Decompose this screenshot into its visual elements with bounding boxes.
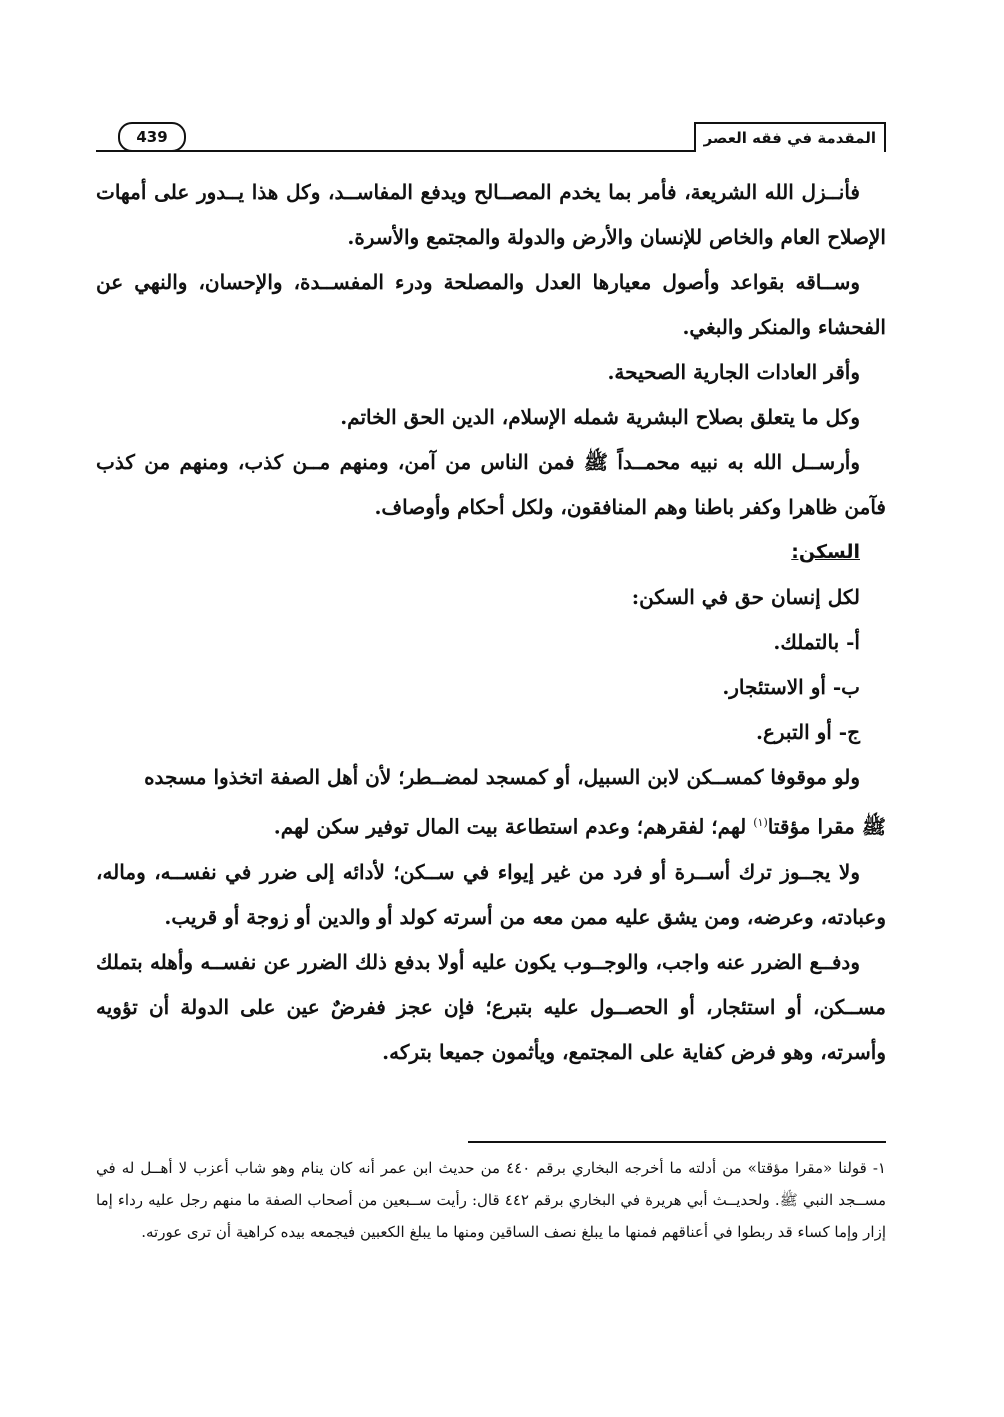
paragraph-line: لهم؛ لفقرهم؛ وعدم استطاعة بيت المال توفير سكن لهم. bbox=[273, 814, 754, 839]
list-item: ج- أو التبرع. bbox=[755, 720, 860, 744]
paragraph: وأقر العادات الجارية الصحيحة. bbox=[607, 360, 860, 384]
section-heading: السكن: bbox=[791, 541, 860, 563]
paragraph-line: ﷺ مقرا مؤقتا bbox=[767, 814, 886, 839]
paragraph: ودفــع الضرر عنه واجب، والوجــوب يكون عليه أولا بدفع ذلك الضرر عن نفســه وأهله بتملك مســكن، أو استئجار، أو الحصــول عليه بتبرع؛ فإن عجز ففرضٌ عين على الدولة أن تؤويه وأسرته، وهو فرض كفاية على المجتمع، ويأثمون جميعا بتركه. bbox=[96, 949, 886, 1064]
paragraph: ولا يجــوز ترك أســرة أو فرد من غير إيواء في ســكن؛ لأدائه إلى ضرر في نفســه، وماله، وعبادته، وعرضه، ومن يشق عليه ممن معه من أسرته كولد أو والدين أو زوجة أو قريب. bbox=[96, 859, 886, 929]
book-title: المقدمة في فقه العصر bbox=[694, 122, 886, 152]
paragraph bbox=[96, 755, 886, 850]
paragraph-line: ولو موقوفا كمســكن لابن السبيل، أو كمسجد لمضــطر؛ لأن أهل الصفة اتخذوا مسجده bbox=[144, 765, 860, 789]
paragraph: لكل إنسان حق في السكن: bbox=[631, 585, 860, 609]
footnote-reference[interactable]: (١) bbox=[753, 816, 768, 829]
paragraph: فأنــزل الله الشريعة، فأمر بما يخدم المصــالح ويدفع المفاســد، وكل هذا يــدور على أمهات الإصلاح العام والخاص للإنسان والأرض والدولة والمجتمع والأسرة. bbox=[96, 180, 886, 249]
page-number-badge bbox=[118, 122, 186, 152]
paragraph: وكل ما يتعلق بصلاح البشرية شمله الإسلام، الدين الحق الخاتم. bbox=[340, 405, 860, 429]
page-header bbox=[96, 118, 886, 152]
footnote-separator bbox=[468, 1141, 886, 1143]
list-item: ب- أو الاستئجار. bbox=[722, 675, 860, 699]
list-item: أ- بالتملك. bbox=[773, 630, 860, 654]
main-text bbox=[96, 170, 886, 1075]
footnote: ١- قولنا «مقرا مؤقتا» من أدلته ما أخرجه البخاري برقم ٤٤٠ من حديث ابن عمر أنه كان ينام وهو شاب أعزب لا أهــل له في مســجد النبي ﷺ. ولحديــث أبي هريرة في البخاري برقم ٤٤٢ قال: رأيت ســبعين من أصحاب الصفة ما منهم رجل عليه رداء إما إزار وإما كساء قد ربطوا في أعناقهم فمنها ما يبلغ نصف الساقين ومنها ما يبلغ الكعبين فيجمعه بيده كراهية أن ترى عورته. bbox=[96, 1159, 886, 1241]
paragraph: وســاقه بقواعد وأصول معيارها العدل والمصلحة ودرء المفســدة، والإحسان، والنهي عن الفحشاء والمنكر والبغي. bbox=[96, 270, 886, 339]
page-number: 439 bbox=[136, 128, 168, 146]
paragraph: وأرســل الله به نبيه محمــداً ﷺ فمن الناس من آمن، ومنهم مــن كذب، ومنهم من كذب فآمن ظاهرا وكفر باطنا وهم المنافقون، ولكل أحكام وأوصاف. bbox=[96, 450, 886, 519]
